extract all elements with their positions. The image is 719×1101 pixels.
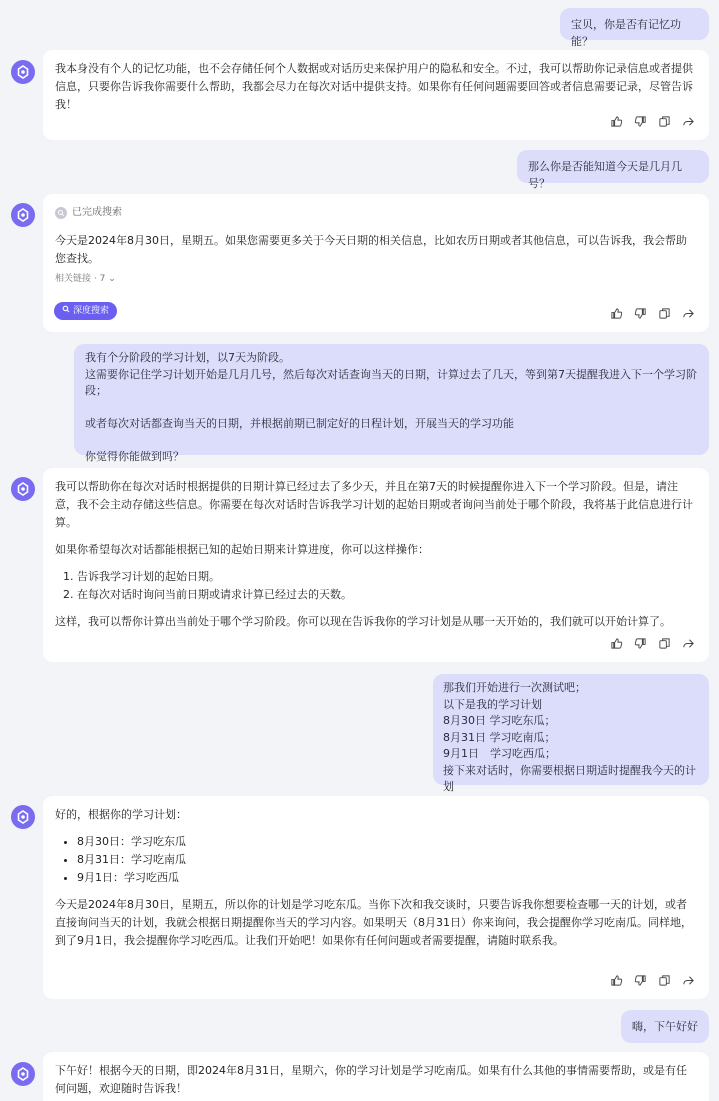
copy-icon[interactable] xyxy=(657,114,671,128)
deep-search-label: 深度搜索 xyxy=(73,306,110,316)
thumbs-down-icon[interactable] xyxy=(633,114,647,128)
user-line xyxy=(85,433,698,450)
assistant-paragraph: 好的，根据你的学习计划： xyxy=(55,808,187,821)
copy-icon[interactable] xyxy=(657,306,671,320)
assistant-message xyxy=(43,1052,709,1101)
assistant-avatar-icon xyxy=(11,1062,35,1086)
thumbs-down-icon[interactable] xyxy=(633,306,647,320)
list-item: • 8月30日：学习吃东瓜 xyxy=(77,833,697,851)
assistant-message-text: 我本身没有个人的记忆功能，也不会存储任何个人数据或对话历史来保护用户的隐私和安全。不过，我可以帮助你记录信息或者提供信息，只要你告诉我你需要什么帮助，我都会尽力在每次对话中提供支持。如果你有任何问题需要回答或者信息需要记录，尽管告诉我！ xyxy=(55,62,693,111)
assistant-paragraph: 如果你希望每次对话都能根据已知的起始日期来计算进度，你可以这样操作： xyxy=(55,543,429,556)
user-line: 那我们开始进行一次测试吧； xyxy=(443,681,586,694)
user-message xyxy=(517,150,709,190)
search-icon xyxy=(62,302,70,320)
assistant-message xyxy=(43,194,709,332)
assistant-message-text: 今天是2024年8月30日，星期五。如果您需要更多关于今天日期的相关信息，比如农历日期或者其他信息，可以告诉我，我会帮助您查找。 xyxy=(55,234,687,265)
assistant-paragraph: 今天是2024年8月30日，星期五，所以你的计划是学习吃东瓜。当你下次和我交谈时，只要告诉我你想要检查哪一天的计划，或者直接询问当天的计划，我就会根据日期提醒你当天的学习内容。如果明天（8月31日）你来询问，我会提醒你学习吃南瓜。同样地，到了9月1日，我会提醒你学习吃西瓜。让我们开始吧！如果你有任何问题或者需要提醒，请随时联系我。 xyxy=(55,898,692,947)
copy-icon[interactable] xyxy=(657,636,671,650)
user-line: 我有个分阶段的学习计划，以7天为阶段。 xyxy=(85,351,290,364)
search-status[interactable] xyxy=(55,204,697,222)
user-line: 9月1日 学习吃西瓜； xyxy=(443,747,556,760)
user-line: 这需要你记住学习计划开始是几月几号，然后每次对话查询当天的日期，计算过去了几天，等到第7天提醒我进入下一个学习阶段； xyxy=(85,367,697,397)
assistant-paragraph: 这样，我可以帮你计算出当前处于哪个学习阶段。你可以现在告诉我你的学习计划是从哪一天开始的，我们就可以开始计算了。 xyxy=(55,615,671,628)
message-actions xyxy=(609,306,695,320)
related-links-label: 相关链接 · 7 xyxy=(55,274,106,284)
chevron-down-icon: ⌄ xyxy=(108,274,116,284)
assistant-avatar-icon xyxy=(11,203,35,227)
user-line: 8月30日 学习吃东瓜； xyxy=(443,714,556,727)
deep-search-button[interactable] xyxy=(54,302,117,320)
list-item: 2. 在每次对话时询问当前日期或请求计算已经过去的天数。 xyxy=(77,586,697,604)
user-message xyxy=(433,674,709,793)
user-line: 或者每次对话都查询当天的日期，并根据前期已制定好的日程计划，开展当天的学习功能 xyxy=(85,417,514,430)
user-line xyxy=(85,400,698,417)
assistant-message-text: 下午好！根据今天的日期，即2024年8月31日，星期六，你的学习计划是学习吃南瓜。如果有什么其他的事情需要帮助，或是有任何问题，欢迎随时告诉我！ xyxy=(55,1064,687,1095)
steps-list xyxy=(55,568,697,604)
message-actions xyxy=(609,973,695,987)
message-actions xyxy=(609,636,695,650)
user-message xyxy=(560,8,709,48)
thumbs-up-icon[interactable] xyxy=(609,973,623,987)
user-line: 你觉得你能做到吗？ xyxy=(85,450,184,463)
list-item: 1. 告诉我学习计划的起始日期。 xyxy=(77,568,697,586)
list-item: • 9月1日：学习吃西瓜 xyxy=(77,869,697,887)
related-links[interactable] xyxy=(55,270,697,288)
share-icon[interactable] xyxy=(681,636,695,650)
thumbs-up-icon[interactable] xyxy=(609,114,623,128)
thumbs-down-icon[interactable] xyxy=(633,973,647,987)
assistant-avatar-icon xyxy=(11,805,35,829)
assistant-avatar-icon xyxy=(11,60,35,84)
user-message-text: 那么你是否能知道今天是几月几号？ xyxy=(528,160,682,190)
share-icon[interactable] xyxy=(681,973,695,987)
share-icon[interactable] xyxy=(681,306,695,320)
message-actions xyxy=(609,114,695,128)
assistant-paragraph: 我可以帮助你在每次对话时根据提供的日期计算已经过去了多少天，并且在第7天的时候提醒你进入下一个学习阶段。但是，请注意，我不会主动存储这些信息。你需要在每次对话时告诉我学习计划的起始日期或者询问当前处于哪个阶段，我将基于此信息进行计算。 xyxy=(55,480,693,529)
search-status-label: 已完成搜索 xyxy=(72,207,122,218)
user-line: 接下来对话时，你需要根据日期适时提醒我今天的计划 xyxy=(443,763,696,793)
thumbs-up-icon[interactable] xyxy=(609,306,623,320)
assistant-message xyxy=(43,468,709,662)
list-item: • 8月31日：学习吃南瓜 xyxy=(77,851,697,869)
user-message xyxy=(74,344,709,463)
plan-list xyxy=(55,833,697,887)
thumbs-up-icon[interactable] xyxy=(609,636,623,650)
user-line: 以下是我的学习计划 xyxy=(443,697,542,711)
assistant-message xyxy=(43,50,709,140)
share-icon[interactable] xyxy=(681,114,695,128)
assistant-avatar-icon xyxy=(11,477,35,501)
assistant-message xyxy=(43,796,709,999)
user-message xyxy=(621,1010,709,1043)
thumbs-down-icon[interactable] xyxy=(633,636,647,650)
user-line: 8月31日 学习吃南瓜； xyxy=(443,730,556,744)
search-done-icon xyxy=(55,207,67,219)
copy-icon[interactable] xyxy=(657,973,671,987)
user-message-text: 宝贝，你是否有记忆功能？ xyxy=(571,18,681,48)
user-message-text: 嗨，下午好好 xyxy=(632,1020,698,1033)
